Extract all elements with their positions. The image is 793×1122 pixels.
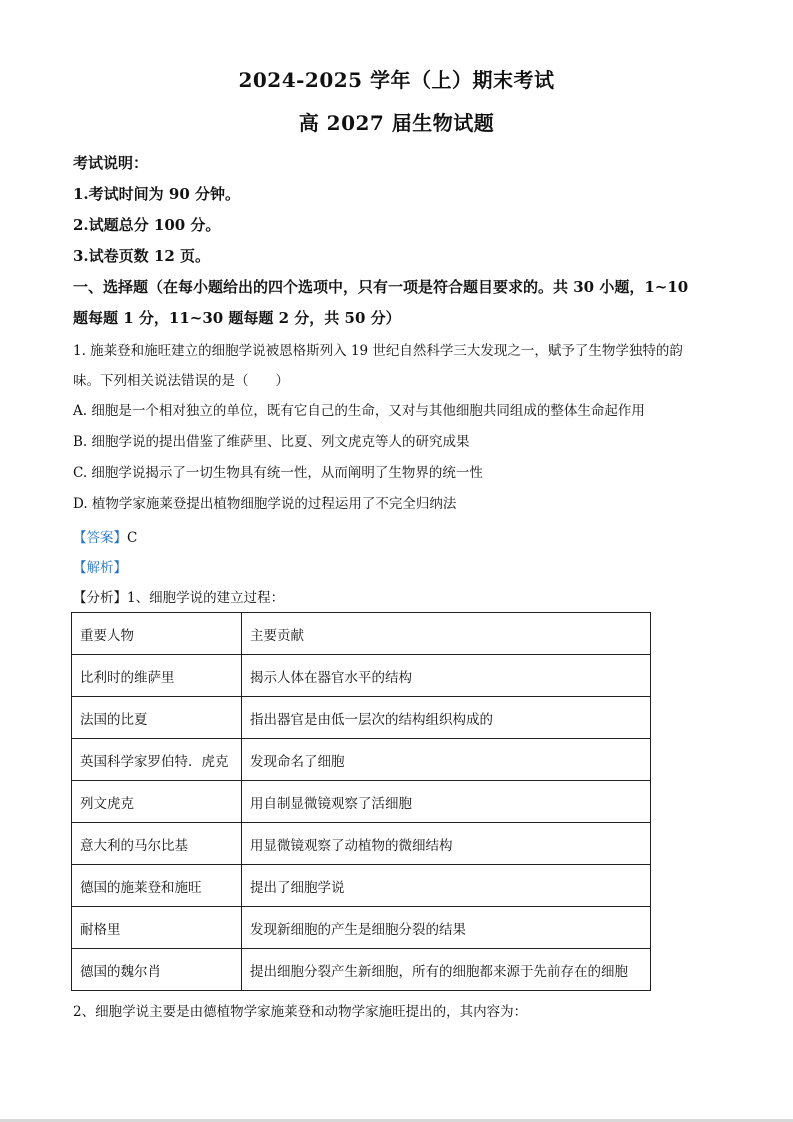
section-heading: 一、选择题（在每小题给出的四个选项中，只有一项是符合题目要求的。共 30 小题，1~10 [73,278,689,296]
table-cell: 用自制显微镜观察了活细胞 [242,781,651,823]
answer-tag: 【答案】 [73,530,127,546]
table-cell: 揭示人体在器官水平的结构 [242,655,651,697]
analysis-intro-text: 1、细胞学说的建立过程： [127,590,285,606]
instructions-heading: 考试说明： [73,154,149,172]
analysis-followup: 2、细胞学说主要是由德植物学家施莱登和动物学家施旺提出的，其内容为： [73,1004,528,1020]
table-cell: 发现新细胞的产生是细胞分裂的结果 [242,907,651,949]
exam-subtitle: 高 2027 届生物试题 [298,111,495,135]
table-header-cell: 重要人物 [72,613,242,655]
table-cell: 德国的施莱登和施旺 [72,865,242,907]
table-cell: 英国科学家罗伯特．虎克 [72,739,242,781]
analysis-intro [73,586,723,606]
table-cell: 耐格里 [72,907,242,949]
question-stem: 1. 施莱登和施旺建立的细胞学说被恩格斯列入 19 世纪自然科学三大发现之一，赋予了生物学独特的韵 [73,343,683,359]
exam-title: 2024-2025 学年（上）期末考试 [238,68,555,92]
table-cell: 列文虎克 [72,781,242,823]
instruction-item: 2.试题总分 100 分。 [73,216,221,234]
option-d: D. 植物学家施莱登提出植物细胞学说的过程运用了不完全归纳法 [73,496,457,512]
instruction-item: 1.考试时间为 90 分钟。 [73,185,240,203]
table-header-cell: 主要贡献 [242,613,651,655]
instruction-item: 3.试卷页数 12 页。 [73,247,210,265]
answer-line [73,526,723,546]
table-row [72,865,651,907]
section-heading-cont: 题每题 1 分，11~30 题每题 2 分，共 50 分） [73,309,401,327]
table-cell: 法国的比夏 [72,697,242,739]
table-cell: 提出了细胞学说 [242,865,651,907]
table-cell: 提出细胞分裂产生新细胞，所有的细胞都来源于先前存在的细胞 [242,949,651,991]
option-b: B. 细胞学说的提出借鉴了维萨里、比夏、列文虎克等人的研究成果 [73,434,470,450]
answer-value: C [127,530,138,546]
table-cell: 指出器官是由低一层次的结构组织构成的 [242,697,651,739]
analysis-intro-tag: 【分析】 [73,590,127,606]
table-row [72,949,651,991]
table-cell: 用显微镜观察了动植物的微细结构 [242,823,651,865]
table-row [72,739,651,781]
question-stem-cont: 味。下列相关说法错误的是（ ） [73,373,289,389]
table-row [72,781,651,823]
table-cell: 意大利的马尔比基 [72,823,242,865]
analysis-tag: 【解析】 [73,560,127,576]
table-cell: 发现命名了细胞 [242,739,651,781]
table-header-row [72,613,651,655]
table-row [72,655,651,697]
table-cell: 德国的魏尔肖 [72,949,242,991]
table-row [72,823,651,865]
option-c: C. 细胞学说揭示了一切生物具有统一性，从而阐明了生物界的统一性 [73,465,483,481]
table-row [72,907,651,949]
table-row [72,697,651,739]
option-a: A. 细胞是一个相对独立的单位，既有它自己的生命，又对与其他细胞共同组成的整体生命起作用 [73,403,645,419]
cell-theory-table [71,612,651,991]
table-cell: 比利时的维萨里 [72,655,242,697]
